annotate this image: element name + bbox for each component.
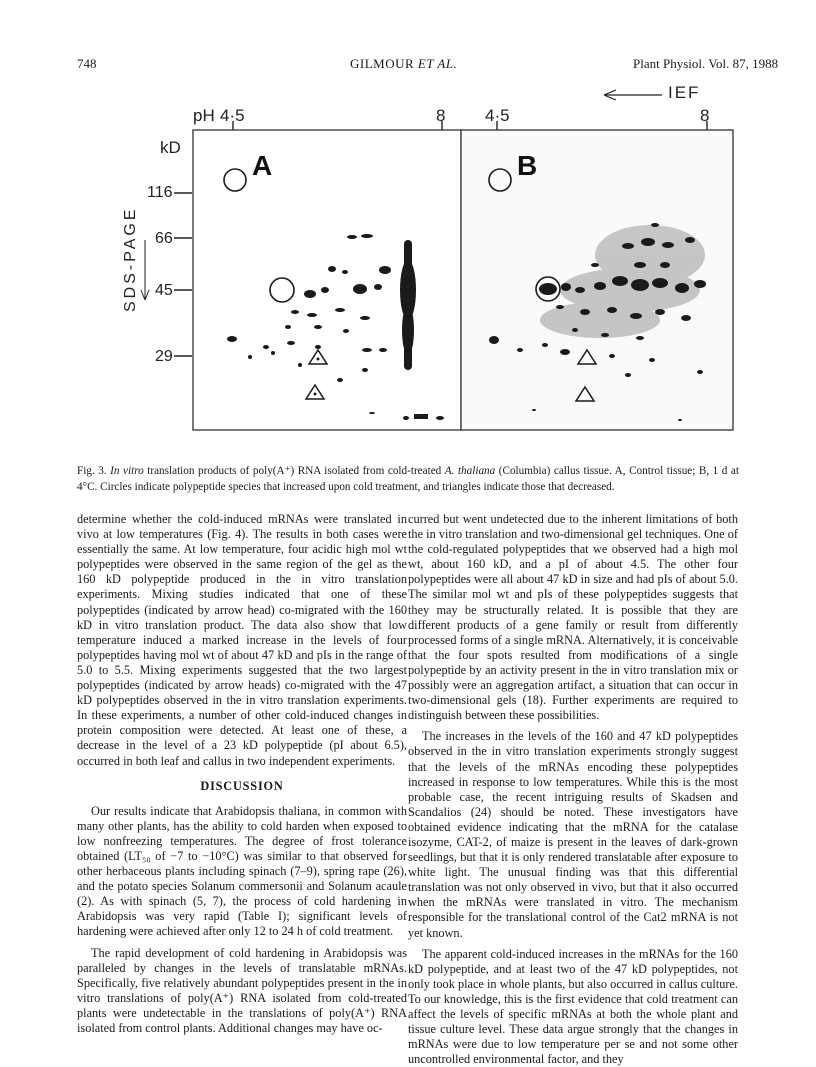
paragraph: determine whether the cold-induced mRNAs were translated in vivo at low temperatures (Fig. 4). The results in both cases were essentially the same. At low temperature, four acidic high mol wt polypeptides were observed in the same region of the gel as the 160 kD polypeptide produced in the in vitro translation experiments. Mixing studies indicated that one of these polypeptides (indicated by arrow head) co-migrated with the 160 kD in vitro translation product. The data also show that low temperature induced a marked increase in the levels of four polypeptides having mol wt of about 47 kD and pIs in the range of 5.0 to 5.5. Mixing experiments suggested that the two largest polypeptides (indicated by arrow heads) co-migrated with the 47 kD polypeptides observed in the in vitro translation experiments. In these experiments, a number of other cold-induced changes in protein composition were detected. At least one of these, a decrease in the level of a 23 kD polypeptide (pI about 6.5), occurred in both leaf and callus in two independent experiments. bbox=[77, 512, 407, 768]
gel-images bbox=[0, 0, 816, 470]
kd-axis-label: kD bbox=[160, 138, 181, 157]
paragraph: The apparent cold-induced increases in the mRNAs for the 160 kD polypeptide, and at least two of the 47 kD polypeptides, not only took place in whole plants, but also occurred in callus culture. To our knowledge, this is the first evidence that cold treatment can affect the levels of specific mRNAs at both the whole plant and tissue culture level. These data argue strongly that the changes in mRNAs were due to low temperature per se and not some other uncontrolled environmental factor, and they bbox=[408, 946, 738, 1067]
ph-tick-a-low: 4·5 bbox=[220, 106, 245, 125]
journal-citation: Plant Physiol. Vol. 87, 1988 bbox=[633, 56, 779, 71]
right-column bbox=[408, 512, 738, 1067]
paragraph: curred but went undetected due to the inherent limitations of both the in vitro translation and two-dimensional gel techniques. One of the cold-regulated polypeptides that we observed had a high mol wt, about 160 kD, and a pI of about 4.5. The other four polypeptides were all about 47 kD in size and had pIs of about 5.0. The similar mol wt and pIs of these polypeptides suggests that they may be structurally related. It is possible that they are different products of a gene family or result from differently processed forms of a single mRNA. Alternatively, it is conceivable that the four spots resulted from modifications of a single polypeptide by an activity present in the in vitro translation mix or possibly were an aggregation artifact, a situation that can occur in two-dimensional gels (18). Further experiments are required to distinguish between these possibilities. bbox=[408, 512, 738, 723]
figure-3 bbox=[0, 0, 816, 470]
ief-label: IEF bbox=[668, 83, 701, 102]
kd-tick-45: 45 bbox=[155, 282, 173, 299]
caption-title: In vitro bbox=[110, 465, 144, 477]
panel-label-b: B bbox=[517, 150, 538, 181]
authors-suffix: ET AL. bbox=[417, 56, 458, 71]
ph-tick-a-high: 8 bbox=[436, 106, 446, 125]
caption-species: A. thaliana bbox=[444, 465, 496, 477]
panel-label-a: A bbox=[252, 150, 273, 181]
caption-text-2: (Columbia) callus tissue. A, Control tissue; B, 1 d at 4°C. Circles indicate polypeptide species that increased upon cold treatment, and triangles indicate those that decreased. bbox=[77, 465, 739, 493]
figure-caption bbox=[77, 463, 739, 495]
authors-name: GILMOUR bbox=[350, 56, 415, 71]
paragraph: Our results indicate that Arabidopsis thaliana, in common with many other plants, has the ability to cold harden when exposed to low nonfreezing temperatures. The degree of frost tolerance obtained (LT₅₀ of −7 to −10°C) was similar to that observed for other herbaceous plants including spinach (7–9), spring rape (26), and the potato species Solanum commersonii and Solanum acaule (2). As with spinach (5, 7), the process of cold hardening in Arabidopsis was very rapid (Table I); significant levels of hardening were achieved after only 12 to 24 h of cold treatment. bbox=[77, 803, 407, 939]
paragraph: The increases in the levels of the 160 and 47 kD polypeptides observed in the in vitro translation experiments strongly suggest that the levels of the mRNAs encoding these polypeptides increased in response to low temperatures. While this is the most probable case, the recent intriguing results of Skadsen and Scandalios (24) should be noted. These investigators have obtained evidence indicating that the mRNA for the catalase isozyme, CAT-2, of maize is present in the leaves of dark-grown seedlings, but that it is only rendered translatable after exposure to white light. The unusual finding was that this differential translation was not only observed in vivo, but that it also occurred when the mRNAs were translated in vitro. The mechanism responsible for the translational control of the Cat2 mRNA is not yet known. bbox=[408, 729, 738, 940]
ph-tick-b-high: 8 bbox=[700, 106, 710, 125]
kd-tick-66: 66 bbox=[155, 230, 173, 247]
ief-arrow bbox=[604, 90, 662, 100]
kd-tick-29: 29 bbox=[155, 348, 173, 365]
gel-panel-a bbox=[193, 130, 461, 430]
paragraph: The rapid development of cold hardening in Arabidopsis was paralleled by changes in the levels of translatable mRNAs. Specifically, five relatively abundant polypeptides present in the in vitro translations of poly(A⁺) RNA isolated from cold-treated plants were undetectable in the translations of poly(A⁺) RNA isolated from control plants. Additional changes may have oc- bbox=[77, 945, 407, 1035]
caption-text: translation products of poly(A⁺) RNA isolated from cold-treated bbox=[143, 465, 445, 477]
left-column bbox=[77, 512, 407, 1036]
page-number: 748 bbox=[77, 56, 97, 71]
sds-arrow bbox=[141, 240, 149, 300]
section-heading: DISCUSSION bbox=[200, 778, 284, 793]
sds-page-label: SDS-PAGE bbox=[122, 206, 139, 312]
ph-tick-b-low: 4·5 bbox=[485, 106, 510, 125]
kd-tick-116: 116 bbox=[147, 184, 173, 201]
ph-axis-label: pH bbox=[193, 106, 215, 125]
caption-fig-label: Fig. 3. bbox=[77, 465, 107, 477]
